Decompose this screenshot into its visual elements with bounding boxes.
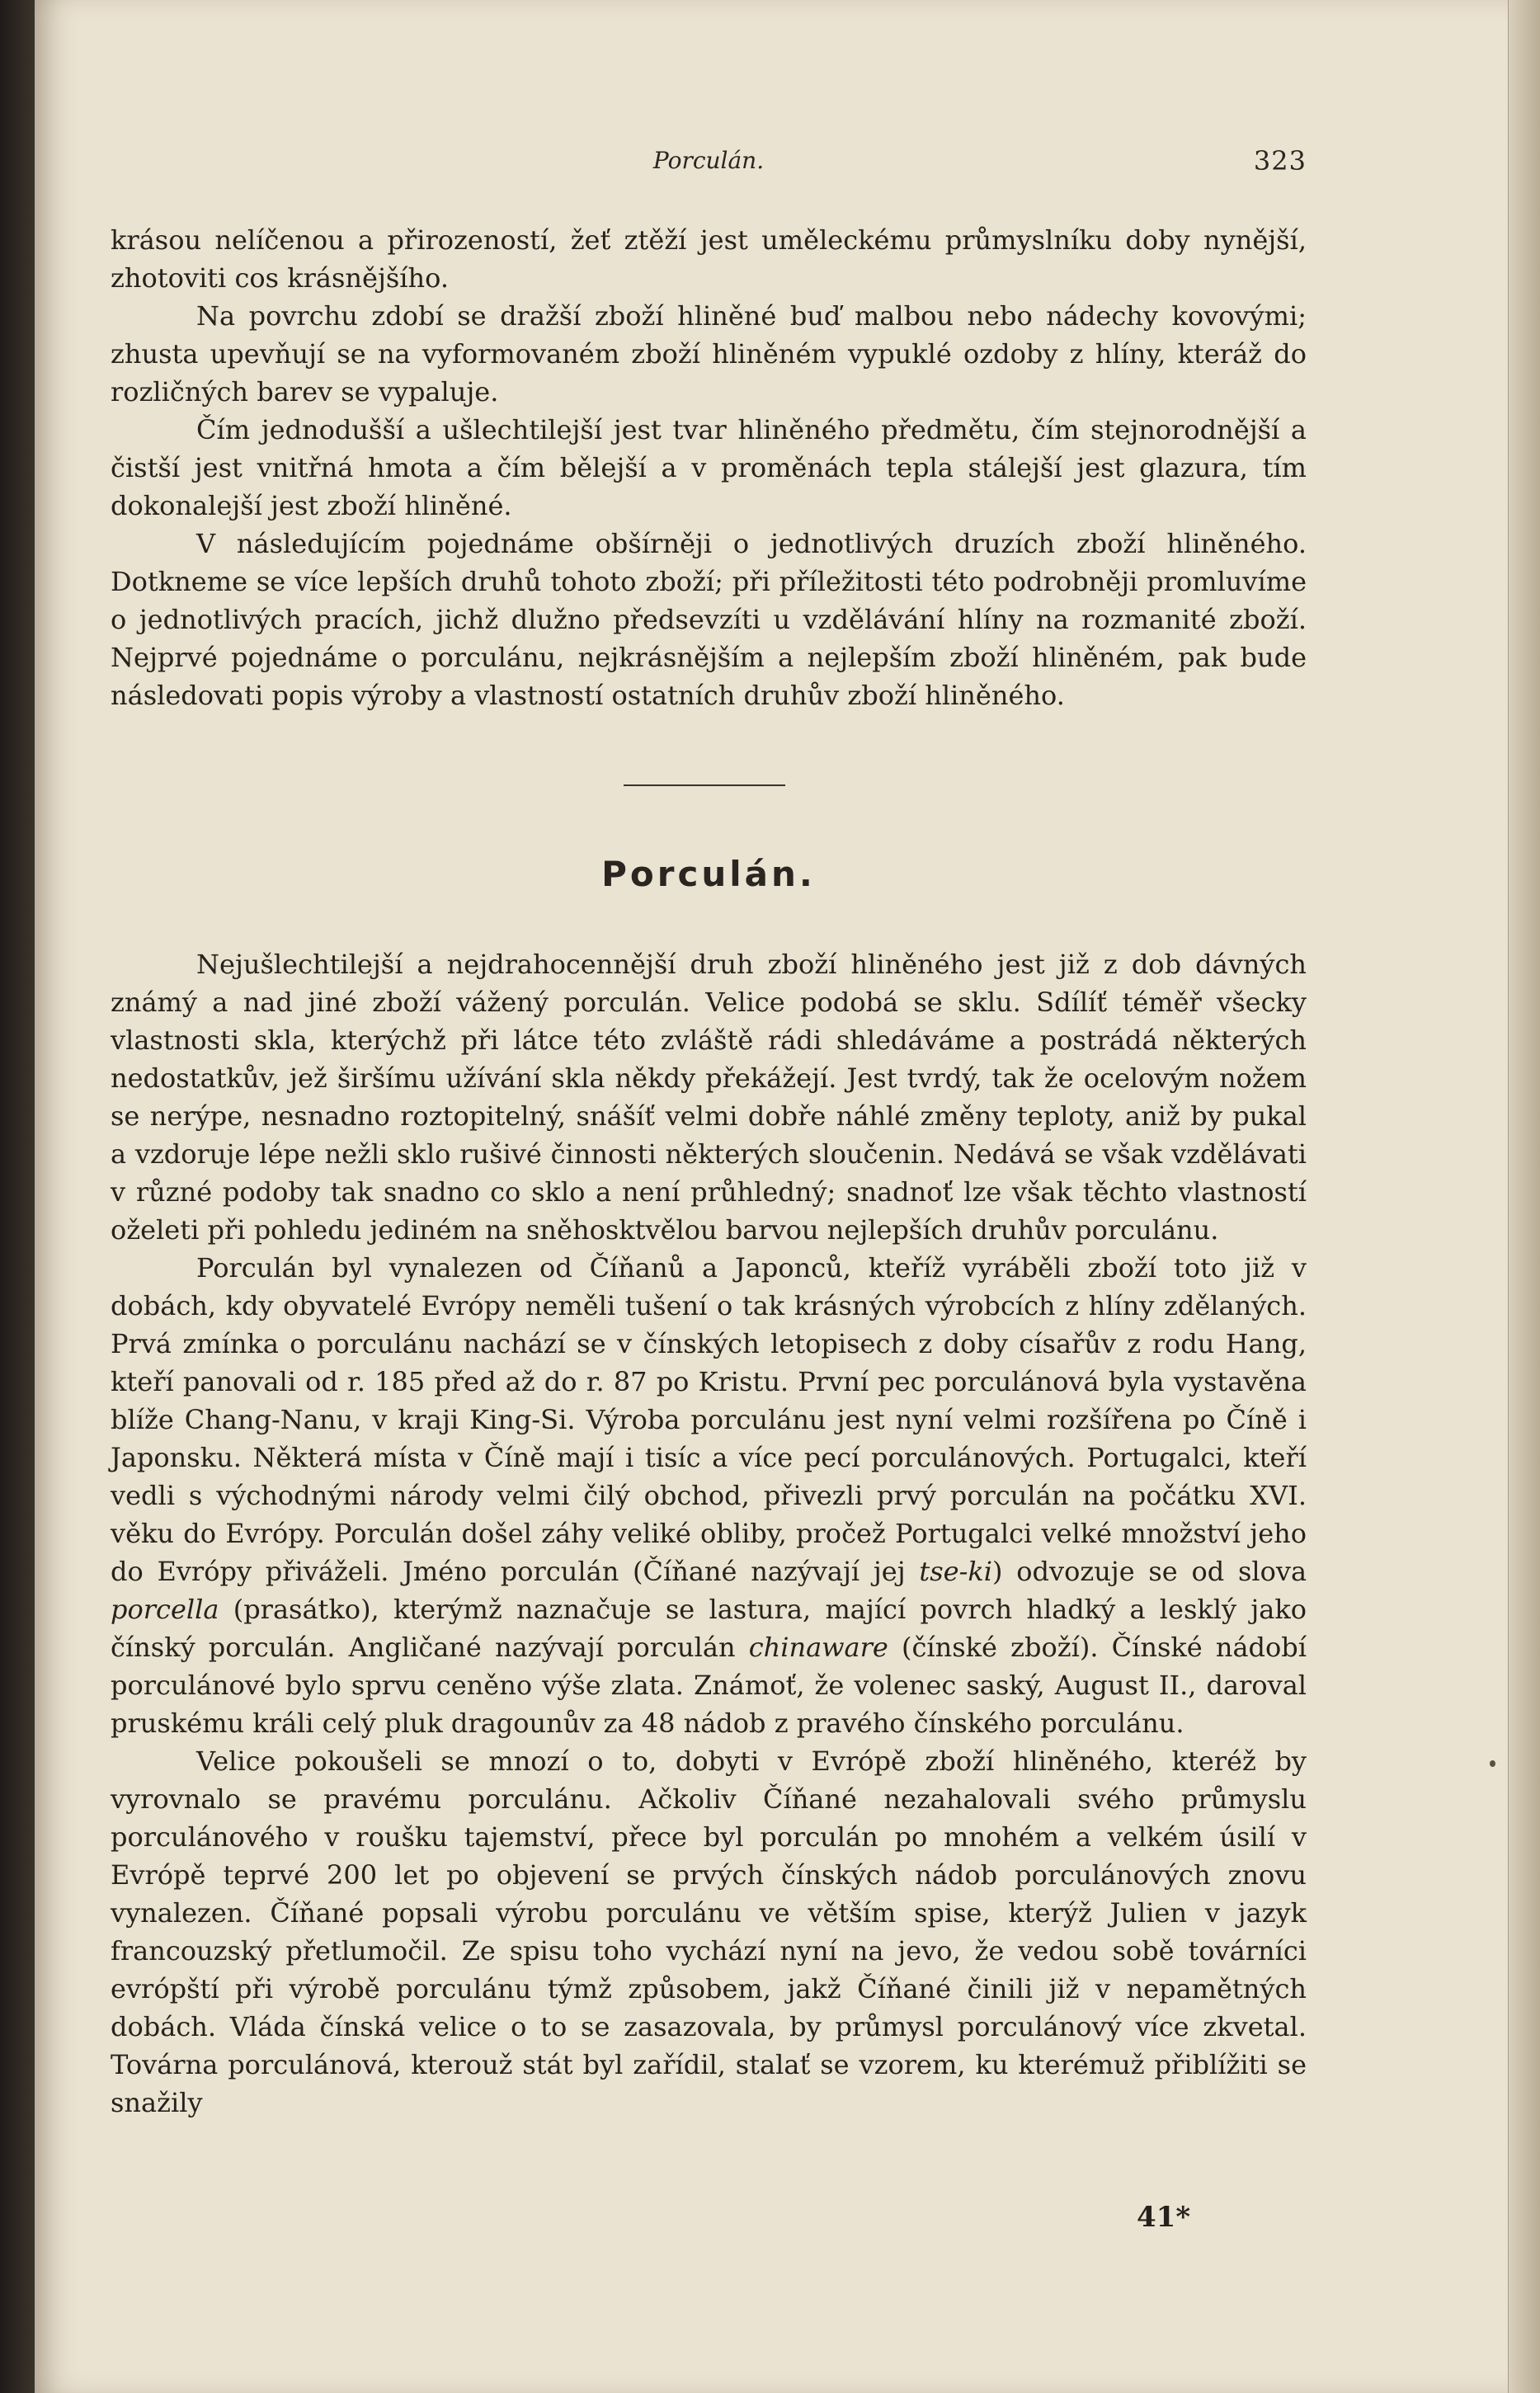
term-tse-ki: tse-ki <box>919 1556 993 1587</box>
term-chinaware: chinaware <box>748 1632 888 1663</box>
page-number: 323 <box>1253 145 1307 177</box>
paragraph <box>111 1249 1307 1742</box>
section-text <box>111 945 1307 2122</box>
section-title: Porculán. <box>601 854 816 894</box>
paragraph: Nejušlechtilejší a nejdrahocennější druh zboží hliněného jest již z dob dávných známý a nad jiné zboží vážený porculán. Velice podobá se sklu. Sdílíť téměř všecky vlastnosti skla, kterýchž při látce této zvláště rádi shledáváme a postrádá některých nedostatkův, jež širšímu užívání skla někdy překážejí. Jest tvrdý, tak že ocelovým nožem se nerýpe, nesnadno roztopitelný, snášíť velmi dobře náhlé změny teploty, aniž by pukal a vzdoruje lépe nežli sklo rušivé činnosti některých sloučenin. Nedává se však vzdělávati v různé podoby tak snadno co sklo a není průhledný; snadnoť lze však těchto vlastností oželeti při pohledu jediném na sněhosktvělou barvou nejlepších druhův porculánu. <box>111 949 1307 1246</box>
paragraph: Čím jednodušší a ušlechtilejší jest tvar hliněného předmětu, čím stejnorodnější a čistší jest vnitřná hmota a čím bělejší a v proměnách tepla stálejší jest glazura, tím dokonalejší jest zboží hliněné. <box>111 414 1307 521</box>
text-run: Porculán byl vynalezen od Číňanů a Japonců, kteříž vyráběli zboží toto již v dobách, kdy obyvatelé Evrópy neměli tušení o tak krásných výrobcích z hlíny zdělaných. Prvá zmínka o porculánu nachází se v čínských letopisech z doby císařův z rodu Hang, kteří panovali od r. 185 před až do r. 87 po Kristu. První pec porculánová byla vystavěna blíže Chang-Nanu, v kraji King-Si. Výroba porculánu jest nyní velmi rozšířena po Číně i Japonsku. Některá místa v Číně mají i tisíc a více pecí porculánových. Portugalci, kteří vedli s východnými národy velmi čilý obchod, přivezli prvý porculán na počátku XVI. věku do Evrópy. Porculán došel záhy veliké obliby, pročež Portugalci velké množství jeho do Evrópy přiváželi. Jméno porculán (Číňané nazývají jej <box>111 1252 1307 1587</box>
intro-text <box>111 221 1307 714</box>
section-divider <box>624 784 785 786</box>
page-edge <box>1508 0 1540 2393</box>
paragraph: krásou nelíčenou a přirozeností, žeť ztěží jest uměleckému průmyslníku doby nynější, zhotoviti cos krásnějšího. <box>111 224 1307 294</box>
running-title: Porculán. <box>652 147 765 174</box>
ink-speck <box>1490 1760 1495 1767</box>
text-run: (prasátko), kterýmž naznačuje se lastura, mající povrch hladký a lesklý jako čínský porculán. Angličané nazývají porculán <box>111 1594 1307 1663</box>
paragraph: Velice pokoušeli se mnozí o to, dobyti v Evrópě zboží hliněného, kteréž by vyrovnalo se pravému porculánu. Ačkoliv Číňané nezahalovali svého průmyslu porculánového v roušku tajemství, přece byl porculán po mnohém a velkém úsilí v Evrópě teprvé 200 let po objevení se prvých čínských nádob porculánových znovu vynalezen. Číňané popsali výrobu porculánu ve větším spise, kterýž Julien v jazyk francouzský přetlumočil. Ze spisu toho vychází nyní na jevo, že vedou sobě továrníci evrópští při výrobě porculánu týmž způsobem, jakž Číňané činili již v nepamětných dobách. Vláda čínská velice o to se zasazovala, by průmysl porculánový více zkvetal. Továrna porculánová, kterouž stát byl zařídil, stalať se vzorem, ku kterémuž přiblížiti se snažily <box>111 1745 1307 2118</box>
text-run: ) odvozuje se od slova <box>992 1556 1307 1587</box>
paragraph: Na povrchu zdobí se dražší zboží hliněné buď malbou nebo nádechy kovovými; zhusta upevňují se na vyformovaném zboží hliněném vypuklé ozdoby z hlíny, kteráž do rozličných barev se vypaluje. <box>111 300 1307 407</box>
term-porcella: porcella <box>111 1594 219 1625</box>
signature-mark: 41* <box>1137 2201 1191 2234</box>
paragraph: V následujícím pojednáme obšírněji o jednotlivých druzích zboží hliněného. Dotkneme se více lepších druhů tohoto zboží; při příležitosti této podrobněji promluvíme o jednotlivých pracích, jichž dlužno předsevzíti u vzdělávání hlíny na rozmanité zboží. Nejprvé pojednáme o porculánu, nejkrásnějším a nejlepším zboží hliněném, pak bude následovati popis výroby a vlastností ostatních druhův zboží hliněného. <box>111 528 1307 711</box>
book-spine <box>0 0 35 2393</box>
page-header <box>111 142 1307 183</box>
text-run: (čínské zboží). Čínské nádobí porculánové bylo sprvu ceněno výše zlata. Známoť, že volenec saský, August II., daroval pruskému králi celý pluk dragounův za 48 nádob z pravého čínského porculánu. <box>111 1632 1307 1739</box>
